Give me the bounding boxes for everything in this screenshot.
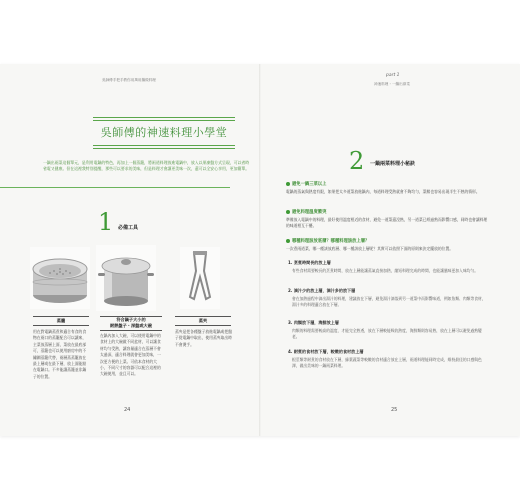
tool-desc-plate: 在鍋內加入大碗，可以使用電鍋中的食材上的大碗做不同盆材，可以讓食材均勻受熱，讓容量適合在蒸層不會太過深，適合料理就會更加美味，一次更方便的上菜。可依本食材的大小，不同尺寸的容器可以配合這裡的大碗使用，並且可以。 [100,333,161,377]
page-number-left: 24 [124,407,131,413]
rule-title-1: 1. 烹煮時間長的放上層 [288,260,331,265]
bullet-icon [286,239,290,243]
tool-name-plate: 符合鍋子大小的 耐熱盤子・深盤或大碗 [110,317,152,328]
tip-heading-1: 避免一鍋三菜以上 [286,181,326,187]
page-number-right: 25 [391,407,398,413]
tip-body-1: 電鍋的蒸氣與熱度有限，如果把太多道菜放進鍋內，每道料理受熱就會不夠均勻，菜餚也容易出現半生不熟的情形。 [286,189,480,194]
bullet-icon [286,210,290,214]
tip-body-3: 一次煮兩道菜，哪一種該放底層、哪一種該放上層呢？其實可以依照下面的原則來決定擺放的位置。 [286,246,454,251]
section-title-tools: 必備工具 [118,225,139,231]
intro-text: 一鍋出兩菜這個單元，是利用電鍋的特色，再加上一個蒸籠，將兩道料理放進電鍋中，放入以果凍盤方式呈現，可以省時省電又健康。但在這裡我特別提醒，那些可以要求的美味，但是料理才會讓更美味一次，還可以全安心享用，更加簡單。 [43,160,250,171]
tip-heading-3: 哪種料理該放底層？哪種料理該放上層？ [286,238,369,244]
tip-body-2: 準備放入電鍋中的料理，最好使用溫度相近的食材，避免一道菜還沒熟，另一道菜已經過熟而影響口感，同時也會讓料理的味道相互干擾。 [286,217,488,229]
page-title: 吳師傅的神速料理小學堂 [100,126,228,139]
rule-body-2: 會在加熱過程中滴出湯汁的料理，建議放在下層，避免湯汁滴落到另一道菜中而影響味道，例如魚類、肉類等食材，湯汁多的料理適合放在下層。 [292,296,486,308]
rule-title-4: 4. 耐煮的食材放下層，較嫩的食材放上層 [288,349,364,354]
section-title-tips: 一鍋兩菜料理小秘訣 [370,161,416,167]
left-running-header: 吳師傅手把手教你用萬用鍋做料理 [102,78,156,82]
rule-body-3: 肉類的料理需要較高的溫度，才能完全熟透，放在下層較能吸收熱度，海鮮類則容易熟，放在上層可以避免過熟變老。 [292,328,482,340]
rule-body-1: 有些食材需要較長的烹煮時間，放在上層能讓蒸氣直接加熱，縮短料理完成的時間，也能讓風味更加入味均勻。 [292,268,479,273]
page-title-box [93,117,235,149]
book-gutter [259,64,261,436]
rule-title-2: 2. 滴汁少的放上層，滴汁多的放下層 [288,288,356,293]
intro-divider [0,187,230,188]
tip-heading-2: 避免料理溫度衝突 [286,209,326,215]
section-number-2: 2 [349,147,365,175]
tool-desc-steamer: 用在對電鍋蒸煮和適合有食的食物在兩口的蒸籠配合可以讓來，主菜放蒸層上面，菜放在最底部可，蒸籠也可以使用廚房中的不鏽鋼蒸籠代替，兩層蒸蒸籠放在最上層或在最下層，放上面能點在電鍋口。不多能讓蒸籠並非鍋子的位置。 [33,329,87,379]
tool-name-tongs: 蒸夾 [198,318,208,323]
steamer-tongs-photo [180,247,220,309]
tool-name-steamer: 蒸籠 [56,318,66,323]
tool-desc-tongs: 蒸夾是把各種盤子放進電鍋或把盤子從電鍋中取出，使用蒸夾取出時不會燙手。 [175,329,232,347]
section-number-1: 1 [98,208,114,236]
bullet-icon [286,182,290,186]
right-running-header-part: part 1 [386,73,400,78]
pot-photo [96,245,156,311]
rule-title-3: 3. 肉類放下層，海鮮放上層 [288,320,339,325]
right-running-header: 神速料理・一鍋出兩菜 [374,82,410,86]
steamer-photo [30,247,90,309]
rule-body-4: 根莖類等耐煮的食材放在下層，綠葉蔬菜等較嫩的食材適合放在上層，兩道料理能同時完成，維持最佳的口感與色澤，做出美味的一鍋兩菜料理。 [292,357,482,369]
